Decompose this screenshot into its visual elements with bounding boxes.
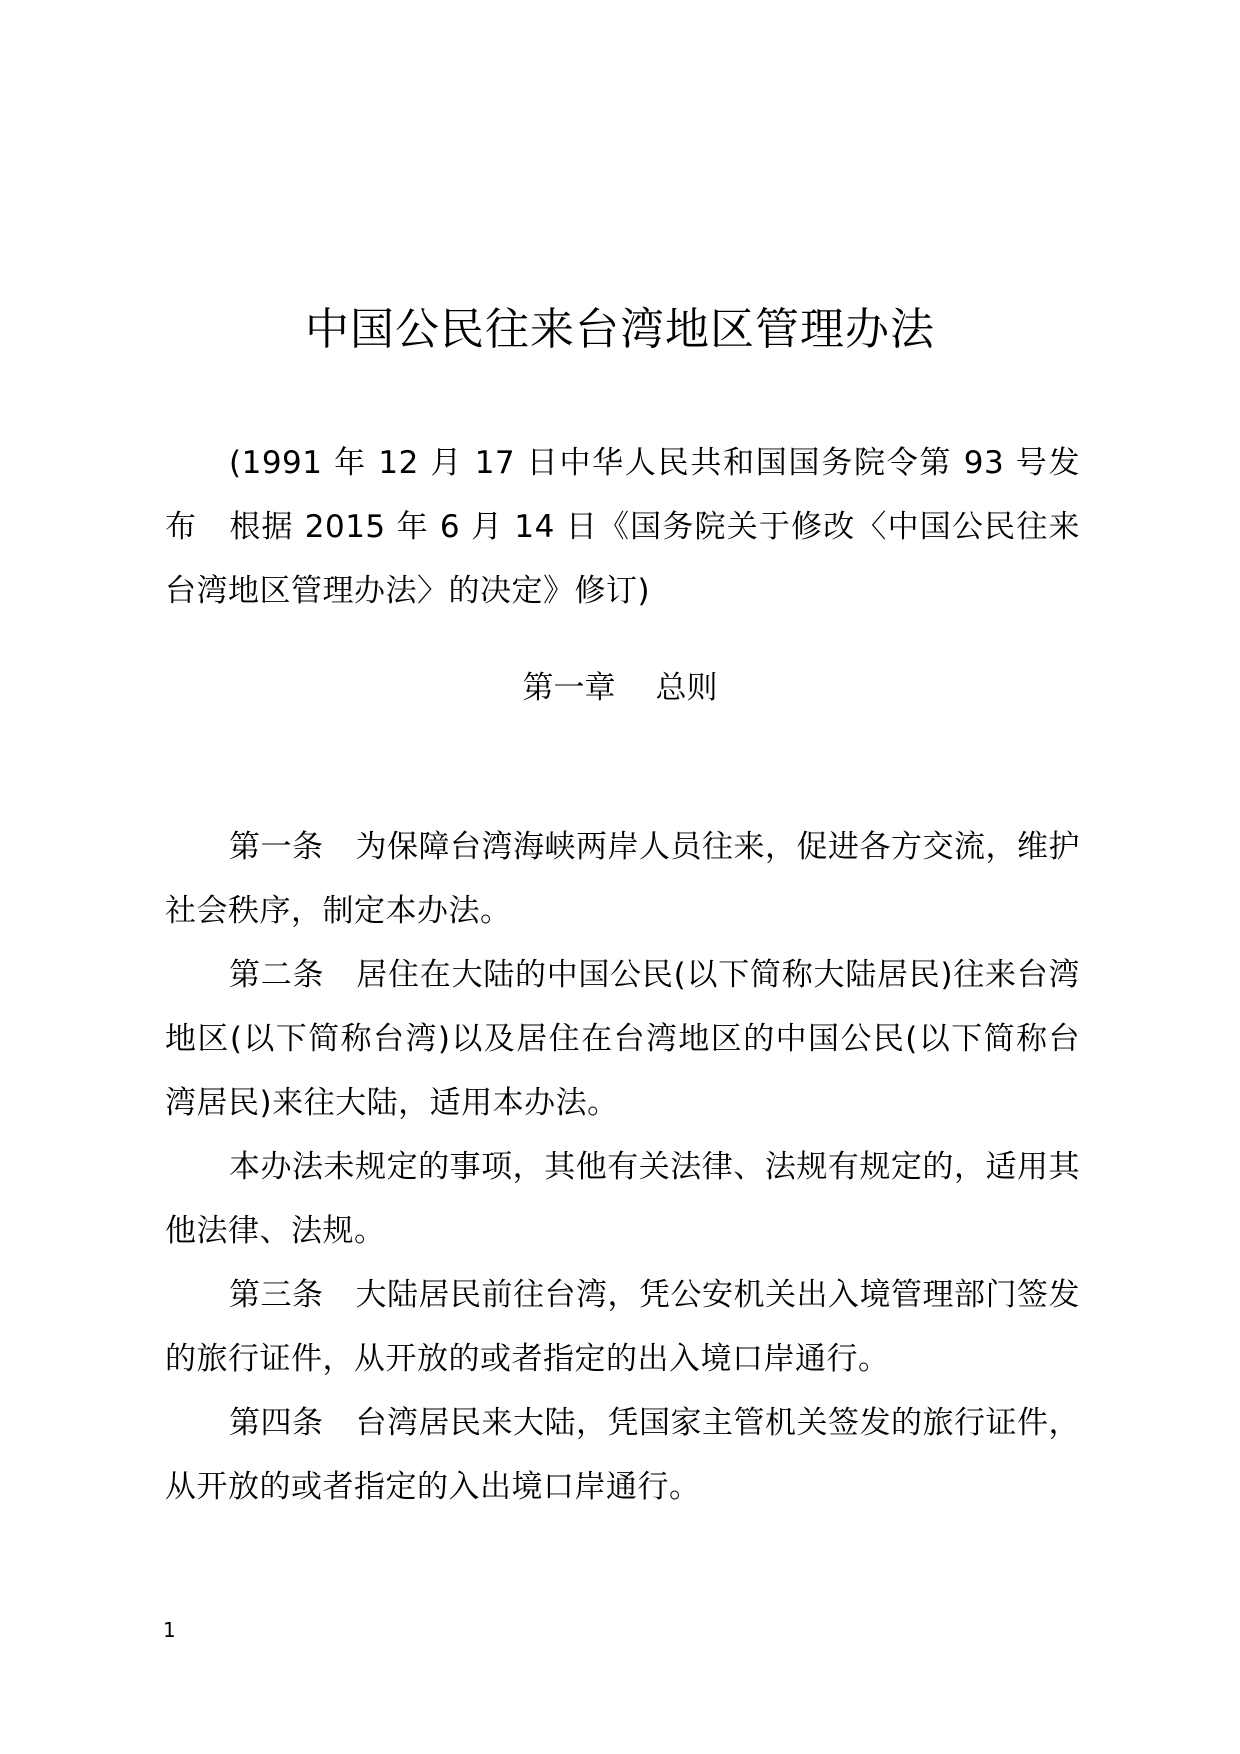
chapter-name: 总则 [655, 670, 718, 706]
article-paragraph [165, 1263, 1080, 1391]
article-paragraph [165, 1135, 1080, 1263]
articles [165, 815, 1080, 1519]
article-heading: 第四条 [229, 1405, 324, 1441]
page-number: 1 [163, 1618, 176, 1642]
publication-note [165, 431, 1080, 623]
publication-note-text: (1991 年 12 月 17 日中华人民共和国国务院令第 93 号发布 根据 2015 年 6 月 14 日《国务院关于修改〈中国公民往来台湾地区管理办法〉的决定》修订) [165, 445, 1080, 609]
document-title: 中国公民往来台湾地区管理办法 [305, 304, 935, 355]
chapter-number: 第一章 [522, 670, 616, 706]
article-text: 台湾居民来大陆，凭国家主管机关签发的旅行证件，从开放的或者指定的入出境口岸通行。 [165, 1405, 1080, 1505]
article-paragraph [165, 815, 1080, 943]
article-text: 本办法未规定的事项，其他有关法律、法规有规定的，适用其他法律、法规。 [165, 1149, 1080, 1249]
article-heading: 第一条 [229, 829, 324, 865]
article-heading: 第二条 [229, 957, 325, 993]
article-paragraph [165, 1391, 1080, 1519]
article-text: 为保障台湾海峡两岸人员往来，促进各方交流，维护社会秩序，制定本办法。 [165, 829, 1080, 929]
article-paragraph [165, 943, 1080, 1135]
chapter-heading [0, 656, 1240, 720]
article-text: 居住在大陆的中国公民(以下简称大陆居民)往来台湾地区(以下简称台湾)以及居住在台湾地区的中国公民(以下简称台湾居民)来往大陆，适用本办法。 [165, 957, 1081, 1121]
article-text: 大陆居民前往台湾，凭公安机关出入境管理部门签发的旅行证件，从开放的或者指定的出入境口岸通行。 [165, 1277, 1080, 1377]
article-heading: 第三条 [229, 1277, 324, 1313]
